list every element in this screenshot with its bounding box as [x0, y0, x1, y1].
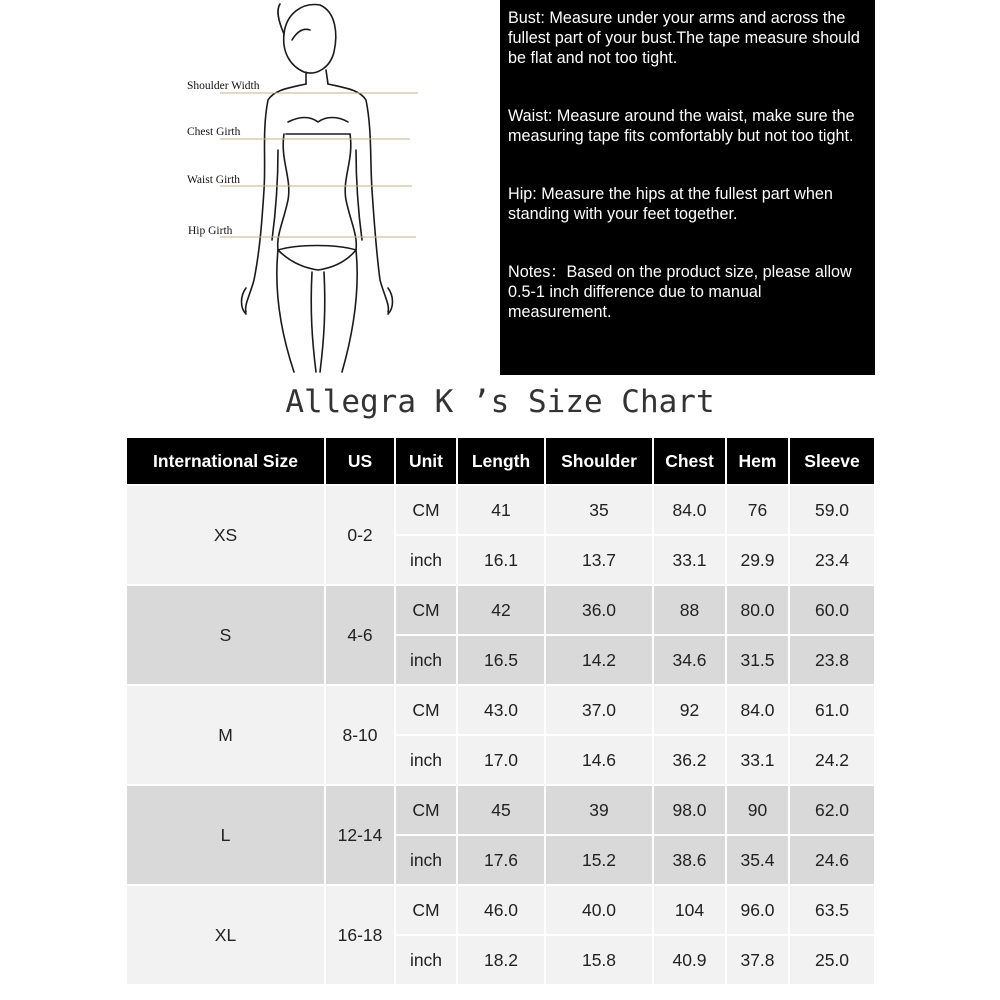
shoulder-cell: 39 [545, 785, 653, 835]
shoulder-cell: 36.0 [545, 585, 653, 635]
hem-cell: 90 [726, 785, 789, 835]
length-cell: 16.5 [457, 635, 545, 685]
unit-cell: inch [395, 635, 457, 685]
sleeve-cell: 59.0 [789, 485, 875, 535]
header-international-size: International Size [126, 437, 325, 485]
header-shoulder: Shoulder [545, 437, 653, 485]
header-unit: Unit [395, 437, 457, 485]
length-cell: 17.6 [457, 835, 545, 885]
table-row [126, 885, 875, 935]
chest-cell: 40.9 [653, 935, 726, 985]
shoulder-cell: 15.2 [545, 835, 653, 885]
length-cell: 17.0 [457, 735, 545, 785]
table-row [126, 685, 875, 735]
length-cell: 16.1 [457, 535, 545, 585]
sleeve-cell: 23.4 [789, 535, 875, 585]
header-hem: Hem [726, 437, 789, 485]
shoulder-width-label: Shoulder Width [187, 80, 260, 92]
waist-instruction: Waist: Measure around the waist, make sure the measuring tape fits comfortably but not too tight. [508, 107, 855, 145]
sleeve-cell: 63.5 [789, 885, 875, 935]
shoulder-cell: 14.2 [545, 635, 653, 685]
shoulder-cell: 14.6 [545, 735, 653, 785]
unit-cell: inch [395, 935, 457, 985]
sleeve-cell: 24.6 [789, 835, 875, 885]
measurement-instructions [500, 0, 875, 375]
size-cell: M [126, 685, 325, 785]
unit-cell: CM [395, 785, 457, 835]
bust-instruction: Bust: Measure under your arms and across the fullest part of your bust.The tape measure should be flat and not too tight. [508, 9, 860, 67]
chest-cell: 34.6 [653, 635, 726, 685]
chest-cell: 84.0 [653, 485, 726, 535]
us-size-cell: 4-6 [325, 585, 395, 685]
unit-cell: CM [395, 485, 457, 535]
chest-cell: 36.2 [653, 735, 726, 785]
table-header-row [126, 437, 875, 485]
us-size-cell: 16-18 [325, 885, 395, 985]
size-table-body [126, 485, 875, 985]
hem-cell: 76 [726, 485, 789, 535]
chest-cell: 38.6 [653, 835, 726, 885]
body-measurement-figure [180, 0, 440, 375]
table-row [126, 785, 875, 835]
shoulder-cell: 13.7 [545, 535, 653, 585]
hem-cell: 84.0 [726, 685, 789, 735]
length-cell: 46.0 [457, 885, 545, 935]
chest-cell: 88 [653, 585, 726, 635]
sleeve-cell: 24.2 [789, 735, 875, 785]
size-chart-title: Allegra K ’s Size Chart [285, 384, 715, 420]
chest-cell: 92 [653, 685, 726, 735]
shoulder-cell: 15.8 [545, 935, 653, 985]
hem-cell: 96.0 [726, 885, 789, 935]
length-cell: 18.2 [457, 935, 545, 985]
shoulder-cell: 35 [545, 485, 653, 535]
unit-cell: inch [395, 535, 457, 585]
table-row [126, 585, 875, 635]
hem-cell: 80.0 [726, 585, 789, 635]
unit-cell: CM [395, 585, 457, 635]
header-length: Length [457, 437, 545, 485]
sleeve-cell: 62.0 [789, 785, 875, 835]
hem-cell: 31.5 [726, 635, 789, 685]
length-cell: 43.0 [457, 685, 545, 735]
size-chart-table [125, 436, 876, 986]
hem-cell: 35.4 [726, 835, 789, 885]
length-cell: 45 [457, 785, 545, 835]
hip-girth-label: Hip Girth [188, 225, 233, 237]
us-size-cell: 12-14 [325, 785, 395, 885]
table-row [126, 485, 875, 535]
chest-cell: 33.1 [653, 535, 726, 585]
us-size-cell: 8-10 [325, 685, 395, 785]
notes-instruction: Notes：Based on the product size, please allow 0.5-1 inch difference due to manual measurement. [508, 263, 852, 321]
size-cell: XL [126, 885, 325, 985]
unit-cell: CM [395, 685, 457, 735]
hem-cell: 29.9 [726, 535, 789, 585]
size-cell: L [126, 785, 325, 885]
header-chest: Chest [653, 437, 726, 485]
shoulder-cell: 37.0 [545, 685, 653, 735]
header-us: US [325, 437, 395, 485]
sleeve-cell: 61.0 [789, 685, 875, 735]
sleeve-cell: 23.8 [789, 635, 875, 685]
chest-cell: 104 [653, 885, 726, 935]
length-cell: 41 [457, 485, 545, 535]
us-size-cell: 0-2 [325, 485, 395, 585]
hem-cell: 33.1 [726, 735, 789, 785]
chest-cell: 98.0 [653, 785, 726, 835]
unit-cell: CM [395, 885, 457, 935]
unit-cell: inch [395, 735, 457, 785]
hip-instruction: Hip: Measure the hips at the fullest part when standing with your feet together. [508, 185, 833, 223]
sleeve-cell: 25.0 [789, 935, 875, 985]
body-outline-illustration [180, 0, 440, 375]
shoulder-cell: 40.0 [545, 885, 653, 935]
waist-girth-label: Waist Girth [187, 174, 241, 186]
header-sleeve: Sleeve [789, 437, 875, 485]
length-cell: 42 [457, 585, 545, 635]
size-cell: S [126, 585, 325, 685]
unit-cell: inch [395, 835, 457, 885]
size-cell: XS [126, 485, 325, 585]
hem-cell: 37.8 [726, 935, 789, 985]
chest-girth-label: Chest Girth [187, 126, 241, 138]
sleeve-cell: 60.0 [789, 585, 875, 635]
